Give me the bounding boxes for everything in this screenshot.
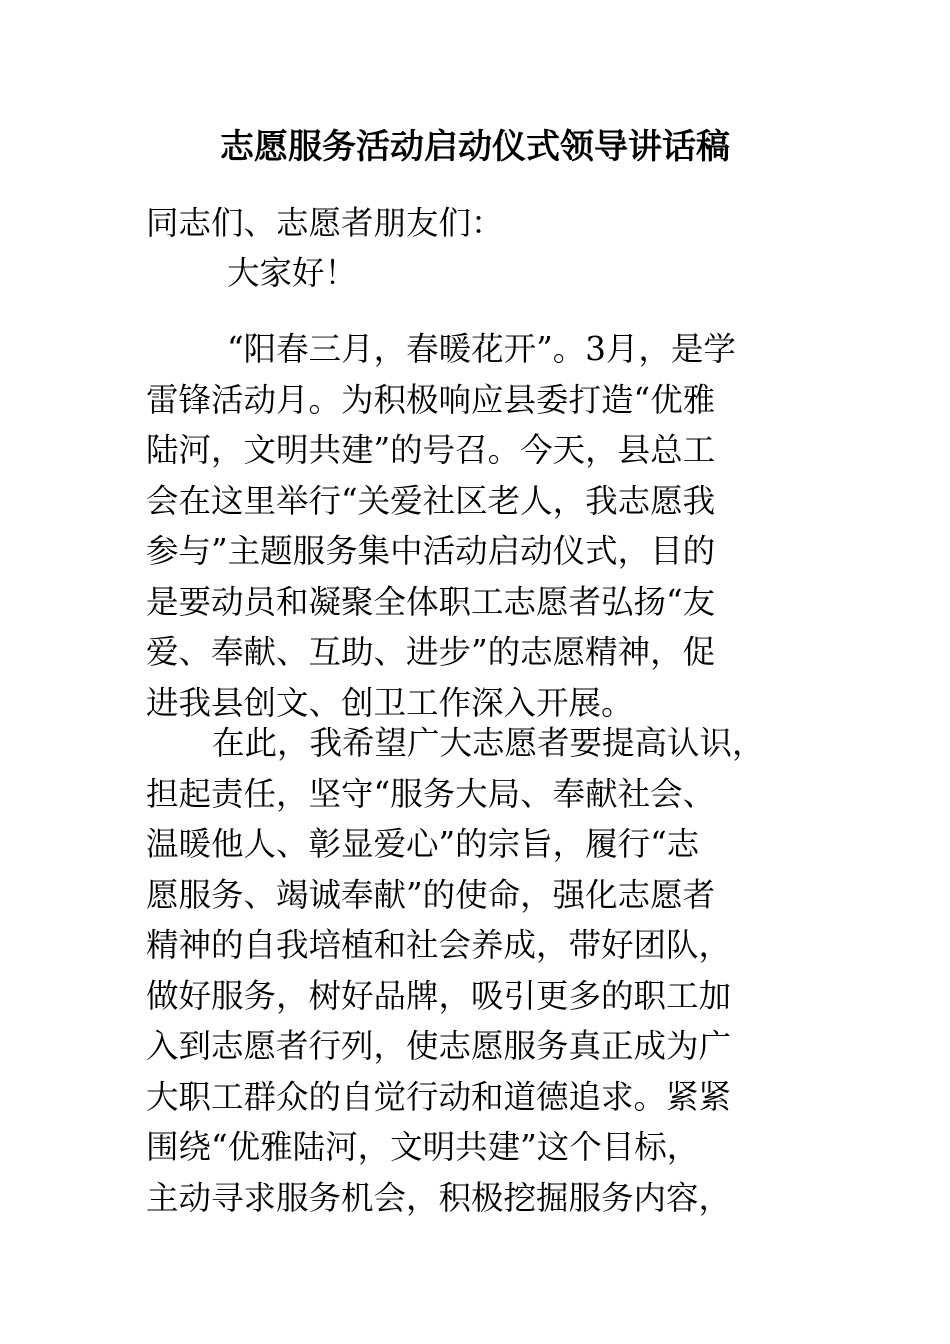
paragraph-line: 担起责任，坚守“服务大局、奉献社会、: [146, 774, 716, 813]
paragraph-line: 做好服务，树好品牌，吸引更多的职工加: [146, 976, 732, 1015]
paragraph-line: 围绕“优雅陆河，文明共建”这个目标，: [146, 1128, 700, 1166]
paragraph-1: [146, 324, 836, 728]
paragraph-line: “阳春三月，春暖花开”。3月，是学: [227, 330, 736, 368]
paragraph-2: [146, 718, 836, 1223]
paragraph-line: 陆河，文明共建”的号召。今天，县总工: [146, 431, 716, 469]
paragraph-line: 雷锋活动月。为积极响应县委打造“优雅: [146, 380, 716, 419]
paragraph-line: 入到志愿者行列，使志愿服务真正成为广: [146, 1027, 732, 1065]
paragraph-line: 大职工群众的自觉行动和道德追求。紧紧: [146, 1077, 732, 1116]
greeting: 大家好！: [227, 254, 358, 292]
paragraph-line: 在此，我希望广大志愿者要提高认识，: [212, 724, 765, 762]
paragraph-line: 愿服务、竭诚奉献”的使命，强化志愿者: [146, 875, 716, 914]
salutation: 同志们、志愿者朋友们：: [146, 204, 504, 242]
document-title: 志愿服务活动启动仪式领导讲话稿: [220, 127, 730, 167]
paragraph-line: 精神的自我培植和社会养成，带好团队，: [146, 926, 732, 964]
paragraph-line: 参与”主题服务集中活动启动仪式，目的: [146, 532, 716, 570]
paragraph-line: 爱、奉献、互助、进步”的志愿精神，促: [146, 633, 716, 671]
paragraph-line: 主动寻求服务机会，积极挖掘服务内容，: [146, 1178, 732, 1217]
paragraph-line: 会在这里举行“关爱社区老人，我志愿我: [146, 481, 716, 520]
paragraph-line: 温暖他人、彰显爱心”的宗旨，履行“志: [146, 825, 700, 863]
paragraph-line: 是要动员和凝聚全体职工志愿者弘扬“友: [146, 582, 716, 621]
paragraph-line: 进我县创文、创卫工作深入开展。: [146, 683, 634, 722]
